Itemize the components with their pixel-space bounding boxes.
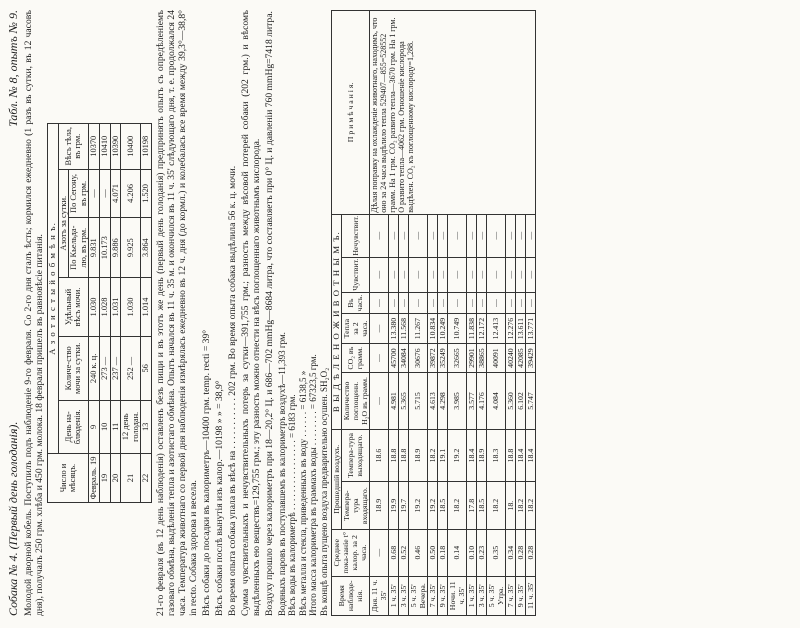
cell: — <box>388 214 398 257</box>
cell: 18.2 <box>447 482 466 530</box>
cell: 19.7 <box>398 482 408 530</box>
cell: 18.6 <box>369 429 388 482</box>
cell: 30676 <box>408 343 427 372</box>
cell: 4.981 <box>388 373 398 429</box>
cell: 0.10 <box>466 529 476 576</box>
cell: 40091 <box>486 343 505 372</box>
cell: 3 ч. 35' <box>398 576 408 615</box>
t1-nitro-group: Азотъ за сутки. <box>58 169 69 278</box>
cell: 18.8 <box>398 429 408 482</box>
cell: 18.9 <box>369 482 388 530</box>
cell: — <box>476 214 486 257</box>
cell: 18.4 <box>515 429 525 482</box>
t1-col-day: День на-блюденія. <box>58 400 89 453</box>
t2-col-heat1h: Въ часъ. <box>341 292 369 314</box>
cell: 35249 <box>437 343 447 372</box>
cell: — <box>89 169 100 218</box>
cell: — <box>505 292 515 314</box>
cell: 3.864 <box>141 218 152 278</box>
cell: 19.1 <box>437 429 447 482</box>
cell: 4.298 <box>437 373 447 429</box>
cell: 5 ч. 35' Утра. <box>486 576 505 615</box>
cell: — <box>408 214 427 257</box>
cell: 4.071 <box>110 169 121 218</box>
t1-col-date: Число и мѣсяцъ. <box>48 454 89 503</box>
cell: 18.5 <box>476 482 486 530</box>
t1-col-weight: Вѣсъ тѣла, въ грм. <box>58 124 89 170</box>
cell: 18.2 <box>427 429 437 482</box>
cell: 39872 <box>427 343 437 372</box>
cell: — <box>398 292 408 314</box>
cell: 12 день голодан. <box>121 400 141 453</box>
cell: — <box>388 257 398 292</box>
t2-col-out: Темпера-тура выходящаго. <box>341 429 369 482</box>
cell: — <box>447 214 466 257</box>
cell: 4.176 <box>476 373 486 429</box>
cell: 20 <box>110 454 121 503</box>
cell: 1.030 <box>89 278 100 337</box>
cell: — <box>408 257 427 292</box>
cell: — <box>99 169 110 218</box>
cell: 13.771 <box>525 314 535 343</box>
cell: 18.3 <box>486 429 505 482</box>
cell: 0.18 <box>437 529 447 576</box>
cell: 34084 <box>398 343 408 372</box>
cell: 13.611 <box>515 314 525 343</box>
remarks-cell: Дѣлая поправку на охлажденіе животнаго, находимъ, что оно за 24 часа выдѣлило тепла 529407—855=528552 грамм. На 1 грм. CO₂ развито тепла—3670 грм. На 1 грм. O развито тепла—4062 грм. Отношеніе кислорода выдѣлен. CO₂ къ поглощенному кислороду=1,288. <box>369 11 535 215</box>
t1-col-urine: Количе-ство мочи за сутки. <box>58 337 89 401</box>
cell: 1.028 <box>99 278 110 337</box>
cell: 18.2 <box>486 482 505 530</box>
cell: 10370 <box>89 124 100 170</box>
cell: 9.925 <box>121 218 141 278</box>
paragraph-weight-before: Вѣсъ собаки до посадки въ калориметръ—10400 грм. temp. recti = 39° <box>200 329 212 616</box>
cell: 13.380 <box>388 314 398 343</box>
cell: 5.747 <box>525 373 535 429</box>
cell: 6.102 <box>515 373 525 429</box>
t2-section: В Ы Д Ѣ Л Е Н О Ж И В О Т Н Ы М Ъ. <box>331 214 341 429</box>
cell: Дня. 11 ч. 35' <box>369 576 388 615</box>
cell: 0.28 <box>525 529 535 576</box>
cell: 12.413 <box>486 314 505 343</box>
t1-col-gravity: Удѣльный вѣсъ мочи. <box>58 278 89 337</box>
cell: 10.834 <box>427 314 437 343</box>
paragraph-weight-after: Вѣсъ собаки послѣ вынутія изъ калор.—10198 » » = 38,9° <box>213 380 225 616</box>
cell: 9 ч. 35' <box>515 576 525 615</box>
table-row <box>110 124 121 503</box>
cell: 0.34 <box>505 529 515 576</box>
header-left: Собака № 4. (Первый день голоданія). <box>6 421 20 616</box>
cell: 10.249 <box>437 314 447 343</box>
cell: 18.2 <box>525 482 535 530</box>
cell: 42085 <box>515 343 525 372</box>
t2-col-h2o: Количество поглощенн. H₂O въ грамм. <box>341 373 369 429</box>
cell: — <box>427 214 437 257</box>
calc-line: Итого масса калориметра въ граммахъ воды . . . . . . . . = 67323,5 грм. <box>308 354 319 616</box>
cell: 9 ч. 35' <box>437 576 447 615</box>
cell: 19.2 <box>427 482 437 530</box>
table-row <box>141 124 152 503</box>
cell: — <box>476 257 486 292</box>
cell: 18.8 <box>388 429 398 482</box>
cell: — <box>369 529 388 576</box>
cell: 0.68 <box>388 529 398 576</box>
cell: 3.577 <box>466 373 476 429</box>
cell: — <box>388 292 398 314</box>
cell: 39429 <box>525 343 535 372</box>
cell: 18. <box>505 482 515 530</box>
cell: — <box>466 257 476 292</box>
cell: — <box>466 214 476 257</box>
cell: 273 — <box>99 337 110 401</box>
cell: 4.206 <box>121 169 141 218</box>
t2-air-group: Прошедшій воздухъ. <box>331 429 341 529</box>
cell: — <box>437 292 447 314</box>
cell: 5.365 <box>398 373 408 429</box>
cell: 10.173 <box>99 218 110 278</box>
cell: 17.8 <box>466 482 476 530</box>
t2-col-remarks: П р и м ѣ ч а н і я. <box>331 11 369 215</box>
cell: 18.9 <box>408 429 427 482</box>
cell: 10198 <box>141 124 152 170</box>
cell: Ночи. 11 ч. 35' <box>447 576 466 615</box>
t2-body <box>369 11 535 616</box>
cell: 18.4 <box>466 429 476 482</box>
t1-col-segon: По Сeгону, въ грм. <box>69 169 89 218</box>
cell: 5.360 <box>505 373 515 429</box>
cell: — <box>466 292 476 314</box>
cell: 11.838 <box>466 314 476 343</box>
cell: 13 <box>141 400 152 453</box>
cell: 4.613 <box>427 373 437 429</box>
cell: 11.568 <box>398 314 408 343</box>
paragraph-experiment: 21-го февраля (въ 12 день наблюденія) оставленъ безъ пищи и въ этотъ же день (первый день голоданія) предпринятъ опытъ съ опредѣленіемъ газоваго обмѣна, выдѣленія тепла и азотистаго обмѣна. Опытъ начался въ 11 ч. 35 м. и окончился въ 11 ч. 35' слѣдующаго дня, т. е. продолжался 24 часа. Температура животнаго со первой дня наблюденія измѣрялась ежедневно въ 12 ч. дня (до кормл.) и колебалась все время между 39,3°—38,8° in recto. Собака здорова и весела. <box>154 10 199 616</box>
cell: — <box>369 292 388 314</box>
cell: 32665 <box>447 343 466 372</box>
cell: 21 <box>121 454 141 503</box>
calc-line: Вѣсъ воды въ калориметрѣ . . . . . . . . . . . . . . . . = 6183 грм. <box>287 394 298 616</box>
t1-col-kjeldahl: По Кьельда-лю, въ грм. <box>69 218 89 278</box>
cell: 11 <box>110 400 121 453</box>
cell: — <box>398 214 408 257</box>
cell: 5 ч. 35' Вечера. <box>408 576 427 615</box>
table-row <box>369 11 388 616</box>
cell: 19.9 <box>388 482 398 530</box>
cell: 1.014 <box>141 278 152 337</box>
cell: — <box>408 292 427 314</box>
cell: 40240 <box>505 343 515 372</box>
t2-col-insens: Нечувствит. <box>341 214 369 257</box>
cell: — <box>447 257 466 292</box>
cell: 18.4 <box>525 429 535 482</box>
cell: — <box>515 257 525 292</box>
table-row <box>99 124 110 503</box>
cell: 9.886 <box>110 218 121 278</box>
paragraph-weight-loss: Во время опыта собака упала въ вѣсѣ на . . . . . . . . . . . 202 грм. Во время опыта собака выдѣлила 56 к. ц. мочи. <box>226 165 238 616</box>
calc-line: Водяныхъ паровъ въ поступавшемъ въ калориметръ воздухѣ—11,393 грм. <box>276 332 287 616</box>
cell: 1 ч. 35' <box>466 576 476 615</box>
cell: — <box>505 214 515 257</box>
cell: 0.28 <box>515 529 525 576</box>
cell: — <box>486 292 505 314</box>
cell: 12.172 <box>476 314 486 343</box>
nitrogen-table <box>47 123 152 503</box>
cell: 56 <box>141 337 152 401</box>
cell: 18.2 <box>515 482 525 530</box>
cell: 10.749 <box>447 314 466 343</box>
t2-col-co2: CO₂ въ грамм. <box>341 343 369 372</box>
cell: 0.14 <box>447 529 466 576</box>
cell: 7 ч. 35' <box>505 576 515 615</box>
cell: — <box>525 214 535 257</box>
cell: 0.52 <box>398 529 408 576</box>
cell: 1.520 <box>141 169 152 218</box>
cell: 252 — <box>121 337 141 401</box>
cell: — <box>437 214 447 257</box>
calc-line: Въ концѣ опыта пущено воздуха предварительно осушен. SH₂O₂ <box>318 367 329 616</box>
cell: 22 <box>141 454 152 503</box>
cell: 237 — <box>110 337 121 401</box>
cell: 38865 <box>476 343 486 372</box>
cell: — <box>447 292 466 314</box>
cell: 3 ч. 35' <box>476 576 486 615</box>
header-right: Табл. № 8, опытъ № 9. <box>6 10 20 127</box>
cell: — <box>505 257 515 292</box>
cell: 240 к. ц. <box>89 337 100 401</box>
cell: 1.030 <box>121 278 141 337</box>
cell: — <box>398 257 408 292</box>
t1-group-header: А з о т и с т ы й о б м ѣ н ъ. <box>48 124 59 454</box>
paragraph-losses: Сумма чувствительныхъ и нечувствительныхъ потерь за сутки—391,755 грм.; разность между вѣсовой потерей собаки (202 грм.) и вѣсомъ выдѣленныхъ ею веществъ=129,755 грм.; эту разность можно отнести на вѣсъ поглощеннаго животнымъ кислорода. <box>239 10 262 616</box>
cell: 19.2 <box>408 482 427 530</box>
cell: 9.831 <box>89 218 100 278</box>
cell: — <box>427 292 437 314</box>
cell: — <box>476 292 486 314</box>
cell: 18.5 <box>437 482 447 530</box>
cell: 19.2 <box>447 429 466 482</box>
cell: 19 <box>99 454 110 503</box>
cell: — <box>369 257 388 292</box>
cell: 4.084 <box>486 373 505 429</box>
paragraph-air: Воздуху прошло через калориметръ при 18—20,2° Ц. и 686—702 mmHg—8684 литра, что составляетъ при 0° Ц. и давленіи 760 mmHg=7418 литра. <box>263 11 275 616</box>
cell: — <box>515 214 525 257</box>
cell: 10400 <box>121 124 141 170</box>
cell: 5.715 <box>408 373 427 429</box>
cell: — <box>437 257 447 292</box>
cell: 1.031 <box>110 278 121 337</box>
cell: 11.267 <box>408 314 427 343</box>
cell: 18.9 <box>476 429 486 482</box>
t2-col-heat2h: Тепла за 2 часа. <box>341 314 369 343</box>
cell: 0.50 <box>427 529 437 576</box>
intro-paragraph: Молодой дворной кобель. Поступилъ подъ наблюденіе 9-го февраля. Со 2-го дня сталъ ѣсть; кормился ежедневно (1 разъ въ сутки, въ 12 часовъ дня), получалъ 250 грм. хлѣба и 450 грм. молока. 18 февраля пришелъ въ равновѣсіе питанія. <box>23 10 45 616</box>
cell: — <box>369 373 388 429</box>
cell: 7 ч. 35' <box>427 576 437 615</box>
cell: — <box>369 314 388 343</box>
cell: 3.985 <box>447 373 466 429</box>
cell: — <box>369 343 388 372</box>
cell: 10390 <box>110 124 121 170</box>
cell: 0.23 <box>476 529 486 576</box>
cell: 10410 <box>99 124 110 170</box>
cell: 12.276 <box>505 314 515 343</box>
cell: — <box>515 292 525 314</box>
cell: — <box>486 214 505 257</box>
cell: 45700 <box>388 343 398 372</box>
table-row <box>89 124 100 503</box>
cell: — <box>369 214 388 257</box>
calc-line: Вѣсъ металла и стекла, приведенныхъ въ воду . . . . . . = 6138,5 » <box>297 370 308 616</box>
table-row <box>121 124 141 503</box>
calorimeter-calc <box>277 10 329 616</box>
cell: Февраль. 19 <box>89 454 100 503</box>
gas-heat-table <box>331 10 536 616</box>
t2-col-time: Время наблюде-нія. <box>331 576 369 615</box>
cell: — <box>486 257 505 292</box>
page-header <box>6 10 21 616</box>
cell: — <box>427 257 437 292</box>
cell: 0.35 <box>486 529 505 576</box>
t2-col-sens: Чувствит. <box>341 257 369 292</box>
t2-col-calor: Среднее пока-заніе t° калор. за 2 часа. <box>331 529 369 576</box>
cell: 29901 <box>466 343 476 372</box>
cell: 1 ч. 35' <box>388 576 398 615</box>
cell: — <box>525 257 535 292</box>
cell: 0.46 <box>408 529 427 576</box>
cell: 10 <box>99 400 110 453</box>
t2-col-in: Темпера-тура входящаго. <box>341 482 369 530</box>
cell: — <box>525 292 535 314</box>
cell: 18.8 <box>505 429 515 482</box>
cell: 11 ч. 35' <box>525 576 535 615</box>
cell: 9 <box>89 400 100 453</box>
